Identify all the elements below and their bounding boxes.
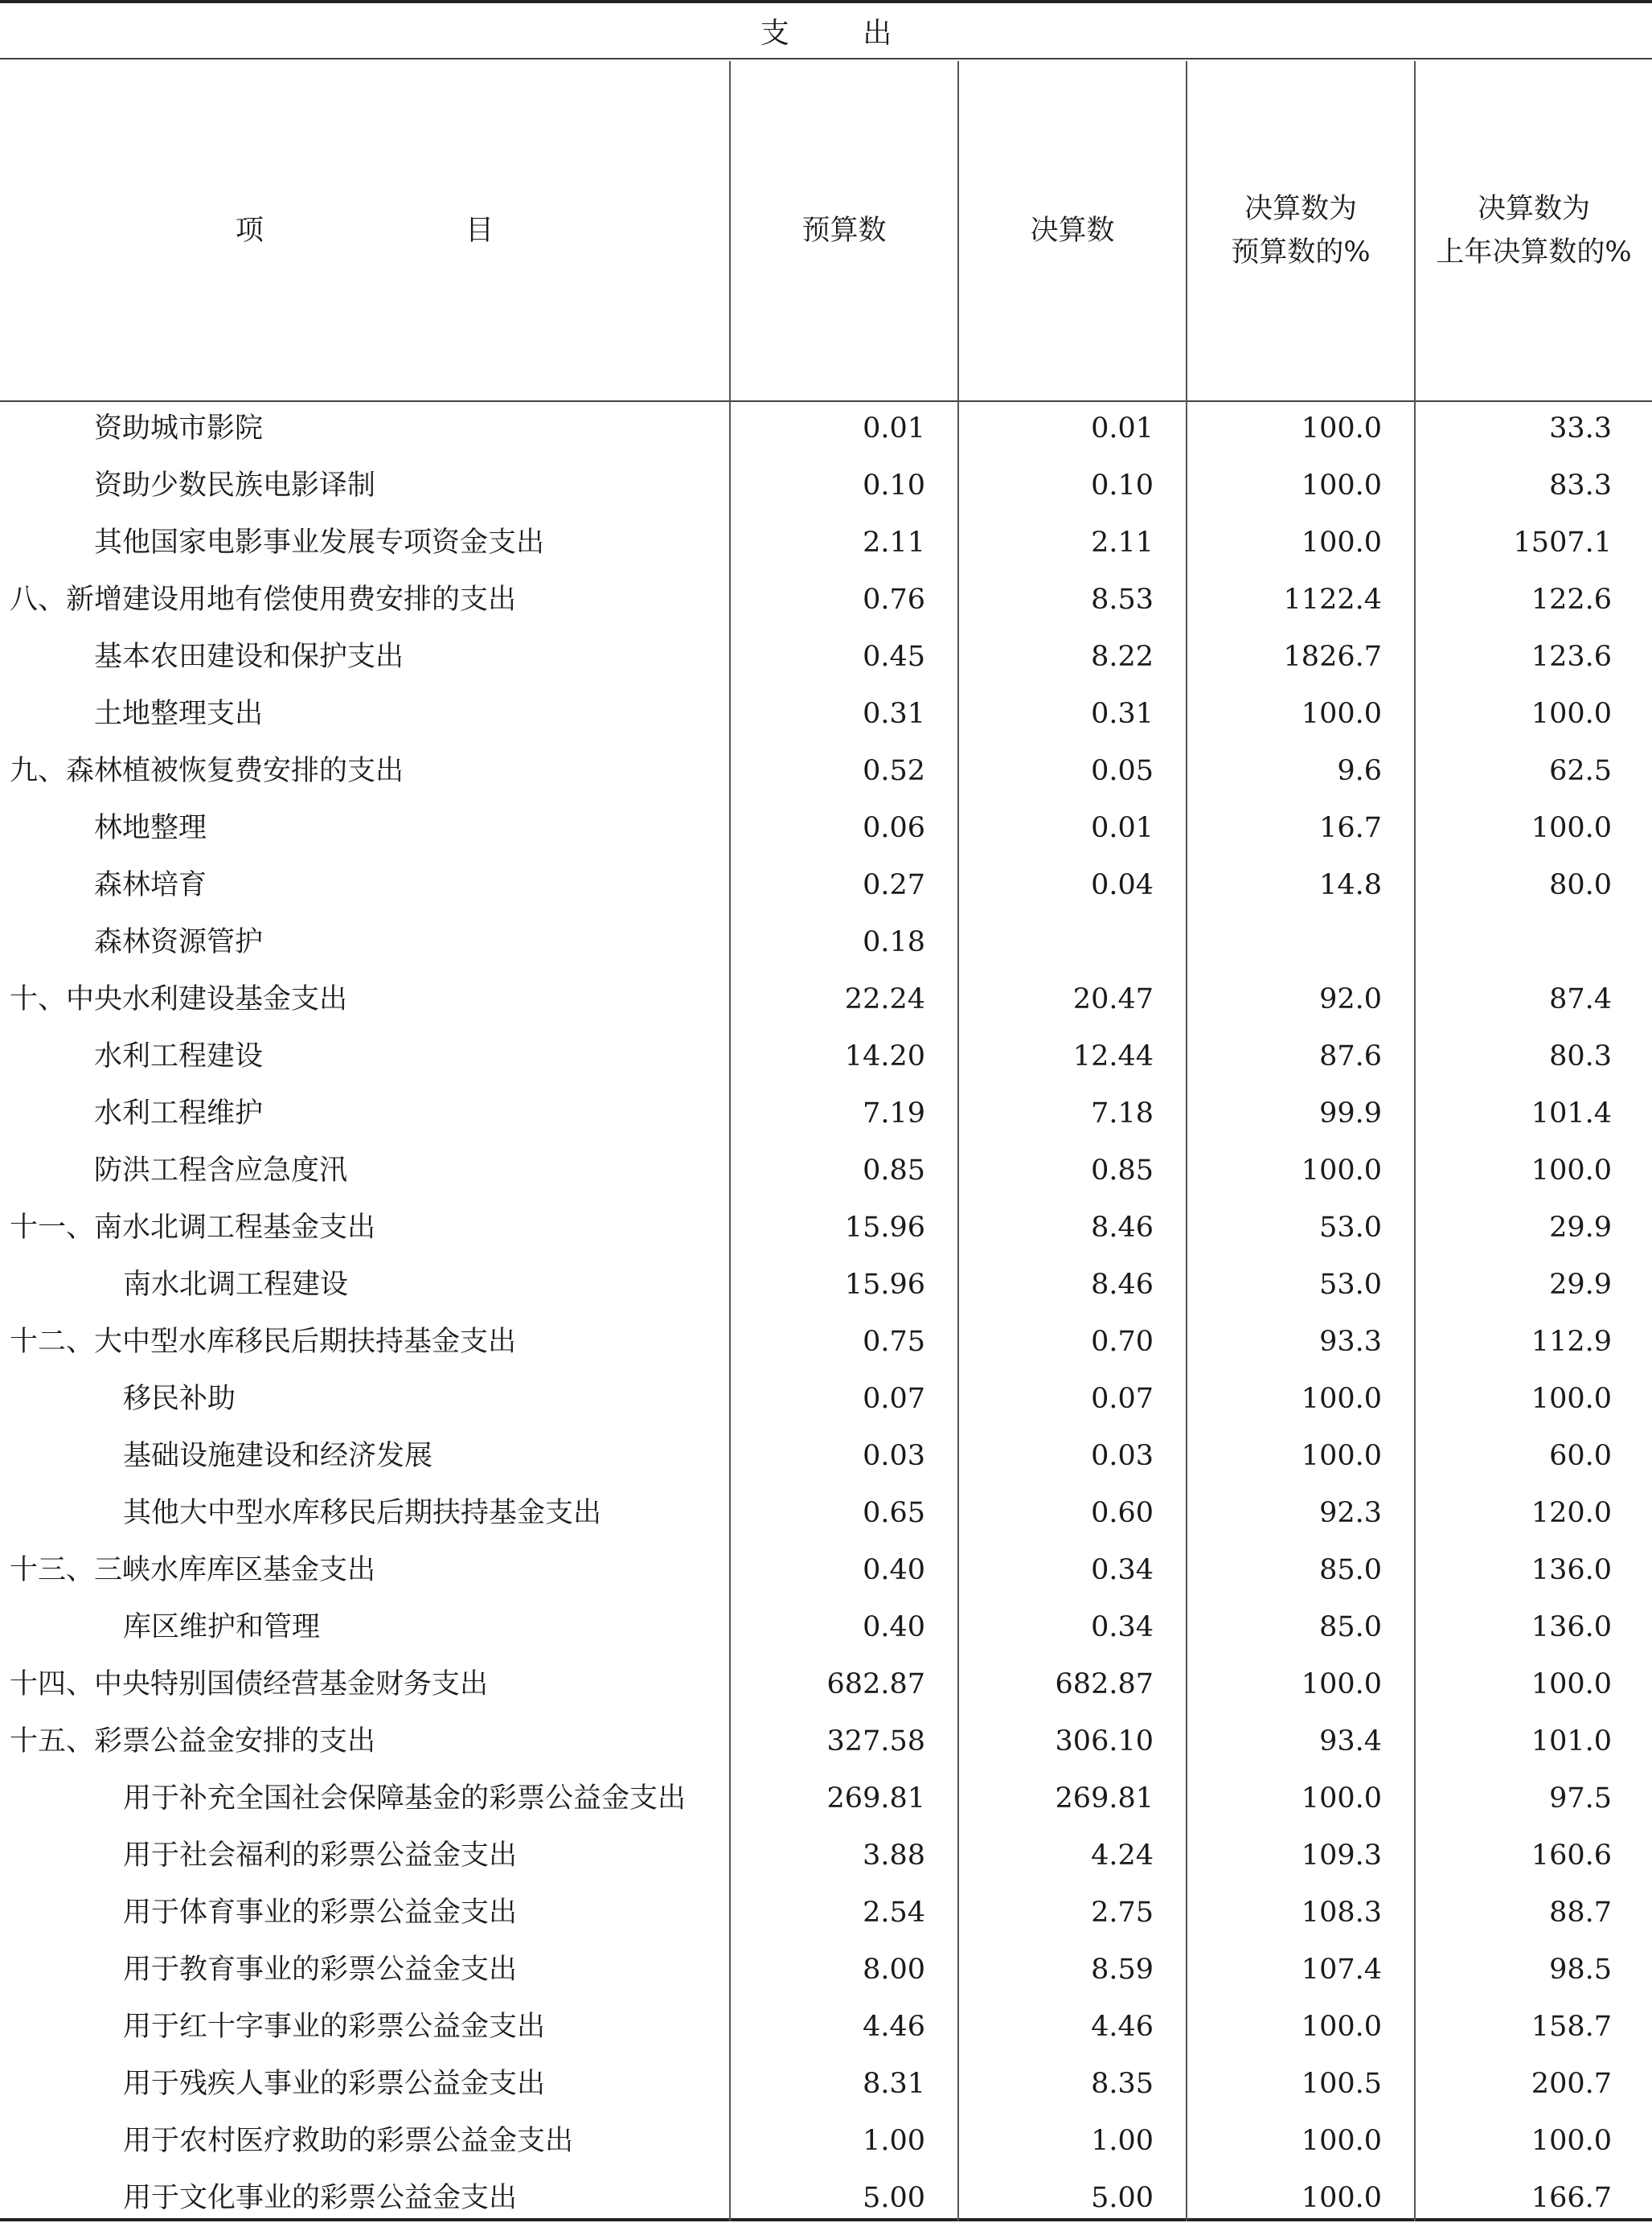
row-pct-prev-value: 62.5 (1549, 755, 1612, 787)
row-budget-value: 0.18 (863, 926, 925, 958)
row-pct-prev-value: 100.0 (1531, 812, 1612, 844)
row-pct-budget-value: 92.0 (1319, 983, 1382, 1015)
table-row (0, 1942, 1652, 1999)
table-row (0, 1428, 1652, 1485)
row-pct-budget-value: 100.0 (1301, 470, 1382, 502)
row-pct-prev-value: 29.9 (1549, 1212, 1612, 1244)
row-pct-budget-value: 109.3 (1301, 1839, 1382, 1872)
row-item-name: 八、新增建设用地有偿使用费安排的支出 (10, 584, 517, 616)
row-budget-value: 0.52 (863, 755, 925, 787)
row-pct-budget-value (1187, 914, 1414, 971)
row-final-value: 306.10 (1055, 1725, 1154, 1757)
row-budget-value: 14.20 (844, 1040, 925, 1072)
row-budget-value: 3.88 (863, 1839, 925, 1872)
table-row (0, 629, 1652, 686)
row-pct-budget-value: 100.0 (1301, 1383, 1382, 1415)
row-pct-budget-value: 53.0 (1319, 1212, 1382, 1244)
row-item-name: 用于残疾人事业的彩票公益金支出 (123, 2068, 546, 2100)
row-item-name: 水利工程建设 (94, 1040, 264, 1072)
row-pct-budget-value: 92.3 (1319, 1497, 1382, 1529)
row-pct-budget-value: 100.5 (1301, 2068, 1382, 2100)
row-final-value: 2.75 (1091, 1897, 1154, 1929)
row-pct-prev-value: 158.7 (1531, 2011, 1612, 2043)
row-pct-prev-value: 101.0 (1531, 1725, 1612, 1757)
row-item-name: 十五、彩票公益金安排的支出 (10, 1725, 376, 1757)
row-item-name: 用于农村医疗救助的彩票公益金支出 (123, 2125, 574, 2157)
row-item-name: 林地整理 (94, 812, 207, 844)
header-pct-budget-line1: 决算数为 (1244, 193, 1357, 225)
row-pct-prev-value: 1507.1 (1513, 527, 1612, 559)
row-final-value: 269.81 (1055, 1782, 1154, 1815)
row-pct-prev-value: 97.5 (1549, 1782, 1612, 1815)
row-budget-value: 22.24 (844, 983, 925, 1015)
row-budget-value: 4.46 (863, 2011, 925, 2043)
row-item-name: 十四、中央特别国债经营基金财务支出 (10, 1668, 489, 1700)
row-final-value: 8.53 (1091, 584, 1154, 616)
table-row (0, 2113, 1652, 2170)
row-pct-prev-value: 87.4 (1549, 983, 1612, 1015)
row-final-value: 1.00 (1091, 2125, 1154, 2157)
header-budget: 预算数 (801, 215, 887, 247)
row-final-value: 0.60 (1091, 1497, 1154, 1529)
row-budget-value: 0.65 (863, 1497, 925, 1529)
row-pct-prev-value: 120.0 (1531, 1497, 1612, 1529)
row-final-value: 0.85 (1091, 1155, 1154, 1187)
row-final-value: 0.05 (1091, 755, 1154, 787)
row-item-name: 防洪工程含应急度汛 (94, 1155, 348, 1187)
row-budget-value: 0.06 (863, 812, 925, 844)
row-pct-prev-value: 83.3 (1549, 470, 1612, 502)
row-item-name: 用于补充全国社会保障基金的彩票公益金支出 (123, 1782, 687, 1815)
table-row (0, 1542, 1652, 1599)
row-pct-budget-value: 108.3 (1301, 1897, 1382, 1929)
table-row (0, 1257, 1652, 1314)
row-pct-prev-value: 160.6 (1531, 1839, 1612, 1872)
table-row (0, 971, 1652, 1028)
row-budget-value: 0.27 (863, 869, 925, 901)
table-row (0, 1827, 1652, 1885)
table-header (0, 61, 1652, 402)
table-row (0, 1200, 1652, 1257)
row-final-value: 8.46 (1091, 1212, 1154, 1244)
table-row (0, 572, 1652, 629)
row-pct-prev-value: 100.0 (1531, 2125, 1612, 2157)
row-budget-value: 0.10 (863, 470, 925, 502)
row-item-name: 基本农田建设和保护支出 (94, 641, 404, 673)
row-pct-budget-value: 107.4 (1301, 1954, 1382, 1986)
row-final-value: 0.03 (1091, 1440, 1154, 1472)
row-pct-budget-value: 87.6 (1319, 1040, 1382, 1072)
table-row (0, 457, 1652, 515)
row-final-value: 2.11 (1091, 527, 1154, 559)
row-item-name: 十一、南水北调工程基金支出 (10, 1212, 376, 1244)
row-final-value: 4.46 (1091, 2011, 1154, 2043)
row-budget-value: 0.75 (863, 1326, 925, 1358)
row-budget-value: 5.00 (863, 2182, 925, 2214)
row-pct-prev-value: 136.0 (1531, 1554, 1612, 1586)
row-item-name: 其他国家电影事业发展专项资金支出 (94, 527, 545, 559)
table-row (0, 2170, 1652, 2227)
row-pct-prev-value: 100.0 (1531, 698, 1612, 730)
row-item-name: 库区维护和管理 (123, 1611, 321, 1643)
row-budget-value: 0.31 (863, 698, 925, 730)
row-budget-value: 0.01 (863, 412, 925, 445)
row-budget-value: 0.07 (863, 1383, 925, 1415)
row-budget-value: 0.40 (863, 1554, 925, 1586)
table-row (0, 1028, 1652, 1085)
row-pct-budget-value: 100.0 (1301, 412, 1382, 445)
row-pct-budget-value: 16.7 (1319, 812, 1382, 844)
table-row (0, 743, 1652, 800)
row-budget-value: 8.00 (863, 1954, 925, 1986)
row-pct-prev-value: 60.0 (1549, 1440, 1612, 1472)
row-item-name: 用于社会福利的彩票公益金支出 (123, 1839, 518, 1872)
row-pct-budget-value: 100.0 (1301, 1155, 1382, 1187)
row-budget-value: 0.85 (863, 1155, 925, 1187)
header-item-label: 项 目 (235, 215, 591, 247)
row-pct-budget-value: 100.0 (1301, 2182, 1382, 2214)
row-final-value: 0.10 (1091, 470, 1154, 502)
table-row (0, 914, 1652, 971)
row-item-name: 九、森林植被恢复费安排的支出 (10, 755, 404, 787)
row-final-value: 0.34 (1091, 1611, 1154, 1643)
row-item-name: 十三、三峡水库库区基金支出 (10, 1554, 376, 1586)
table-body (0, 400, 1652, 2227)
row-budget-value: 8.31 (863, 2068, 925, 2100)
row-budget-value: 0.76 (863, 584, 925, 616)
row-pct-prev-value: 101.4 (1531, 1097, 1612, 1130)
table-row (0, 1142, 1652, 1200)
row-final-value: 0.70 (1091, 1326, 1154, 1358)
table-title: 支 出 (0, 3, 1652, 59)
row-final-value: 7.18 (1091, 1097, 1154, 1130)
row-pct-prev-value: 100.0 (1531, 1668, 1612, 1700)
row-item-name: 资助少数民族电影译制 (94, 470, 376, 502)
row-budget-value: 7.19 (863, 1097, 925, 1130)
row-item-name: 十二、大中型水库移民后期扶持基金支出 (10, 1326, 517, 1358)
row-pct-prev-value (1416, 914, 1652, 971)
row-final-value: 8.35 (1091, 2068, 1154, 2100)
row-budget-value: 0.40 (863, 1611, 925, 1643)
row-item-name: 基础设施建设和经济发展 (123, 1440, 433, 1472)
row-item-name: 移民补助 (123, 1383, 236, 1415)
table-row (0, 1371, 1652, 1428)
header-final: 决算数 (1030, 215, 1115, 247)
table-row (0, 1599, 1652, 1656)
row-pct-budget-value: 93.3 (1319, 1326, 1382, 1358)
row-final-value (959, 914, 1186, 971)
row-final-value: 8.22 (1091, 641, 1154, 673)
row-pct-prev-value: 136.0 (1531, 1611, 1612, 1643)
row-item-name: 土地整理支出 (94, 698, 264, 730)
header-pct-prev-line1: 决算数为 (1477, 193, 1590, 225)
row-pct-prev-value: 80.0 (1549, 869, 1612, 901)
row-item-name: 南水北调工程建设 (123, 1269, 349, 1301)
row-pct-budget-value: 100.0 (1301, 1782, 1382, 1815)
row-pct-prev-value: 123.6 (1531, 641, 1612, 673)
row-budget-value: 2.11 (863, 527, 925, 559)
row-budget-value: 0.45 (863, 641, 925, 673)
row-item-name: 资助城市影院 (94, 412, 264, 445)
row-pct-budget-value: 1122.4 (1283, 584, 1382, 616)
table-row (0, 1656, 1652, 1713)
row-item-name: 用于文化事业的彩票公益金支出 (123, 2182, 518, 2214)
row-budget-value: 269.81 (826, 1782, 925, 1815)
row-pct-budget-value: 100.0 (1301, 1668, 1382, 1700)
row-pct-budget-value: 100.0 (1301, 2125, 1382, 2157)
row-pct-prev-value: 100.0 (1531, 1155, 1612, 1187)
table-row (0, 1713, 1652, 1770)
row-item-name: 森林培育 (94, 869, 207, 901)
row-item-name: 用于红十字事业的彩票公益金支出 (123, 2011, 546, 2043)
row-final-value: 8.59 (1091, 1954, 1154, 1986)
row-pct-budget-value: 1826.7 (1283, 641, 1382, 673)
row-pct-budget-value: 85.0 (1319, 1611, 1382, 1643)
table-row (0, 686, 1652, 743)
row-final-value: 20.47 (1072, 983, 1154, 1015)
table-row (0, 515, 1652, 572)
header-item (0, 61, 729, 400)
row-pct-prev-value: 80.3 (1549, 1040, 1612, 1072)
row-final-value: 0.34 (1091, 1554, 1154, 1586)
table-row (0, 1770, 1652, 1827)
header-pct-budget-line2: 预算数的% (1231, 236, 1371, 269)
row-budget-value: 0.03 (863, 1440, 925, 1472)
row-final-value: 0.07 (1091, 1383, 1154, 1415)
row-pct-budget-value: 99.9 (1319, 1097, 1382, 1130)
table-row (0, 1885, 1652, 1942)
row-pct-prev-value: 29.9 (1549, 1269, 1612, 1301)
row-final-value: 0.04 (1091, 869, 1154, 901)
row-final-value: 4.24 (1091, 1839, 1154, 1872)
row-pct-budget-value: 100.0 (1301, 1440, 1382, 1472)
row-budget-value: 682.87 (826, 1668, 925, 1700)
row-pct-budget-value: 100.0 (1301, 698, 1382, 730)
row-budget-value: 15.96 (844, 1269, 925, 1301)
row-pct-budget-value: 100.0 (1301, 527, 1382, 559)
row-final-value: 0.31 (1091, 698, 1154, 730)
row-final-value: 5.00 (1091, 2182, 1154, 2214)
row-pct-prev-value: 100.0 (1531, 1383, 1612, 1415)
row-item-name: 森林资源管护 (94, 926, 264, 958)
row-pct-budget-value: 93.4 (1319, 1725, 1382, 1757)
row-item-name: 用于教育事业的彩票公益金支出 (123, 1954, 518, 1986)
table-row (0, 2056, 1652, 2113)
row-item-name: 用于体育事业的彩票公益金支出 (123, 1897, 518, 1929)
row-budget-value: 327.58 (826, 1725, 925, 1757)
row-budget-value: 15.96 (844, 1212, 925, 1244)
row-pct-prev-value: 33.3 (1549, 412, 1612, 445)
table-row (0, 800, 1652, 857)
row-pct-budget-value: 14.8 (1319, 869, 1382, 901)
table-row (0, 1999, 1652, 2056)
header-pct-prev-line2: 上年决算数的% (1436, 236, 1632, 269)
row-pct-prev-value: 200.7 (1531, 2068, 1612, 2100)
row-pct-budget-value: 9.6 (1337, 755, 1382, 787)
table-row (0, 857, 1652, 914)
table-row (0, 1314, 1652, 1371)
row-final-value: 682.87 (1055, 1668, 1154, 1700)
table-row (0, 1485, 1652, 1542)
row-final-value: 0.01 (1091, 812, 1154, 844)
row-final-value: 0.01 (1091, 412, 1154, 445)
row-pct-prev-value: 88.7 (1549, 1897, 1612, 1929)
row-item-name: 十、中央水利建设基金支出 (10, 983, 348, 1015)
table-row (0, 1085, 1652, 1142)
row-pct-prev-value: 98.5 (1549, 1954, 1612, 1986)
row-final-value: 8.46 (1091, 1269, 1154, 1301)
row-item-name: 水利工程维护 (94, 1097, 264, 1130)
header-pct-budget (1187, 61, 1414, 400)
row-budget-value: 1.00 (863, 2125, 925, 2157)
row-pct-budget-value: 53.0 (1319, 1269, 1382, 1301)
row-pct-budget-value: 100.0 (1301, 2011, 1382, 2043)
row-budget-value: 2.54 (863, 1897, 925, 1929)
row-pct-prev-value: 112.9 (1531, 1326, 1612, 1358)
row-pct-prev-value: 166.7 (1531, 2182, 1612, 2214)
row-item-name: 其他大中型水库移民后期扶持基金支出 (123, 1497, 602, 1529)
row-pct-prev-value: 122.6 (1531, 584, 1612, 616)
table-row (0, 400, 1652, 457)
header-pct-prev (1416, 61, 1652, 400)
row-pct-budget-value: 85.0 (1319, 1554, 1382, 1586)
row-final-value: 12.44 (1072, 1040, 1154, 1072)
